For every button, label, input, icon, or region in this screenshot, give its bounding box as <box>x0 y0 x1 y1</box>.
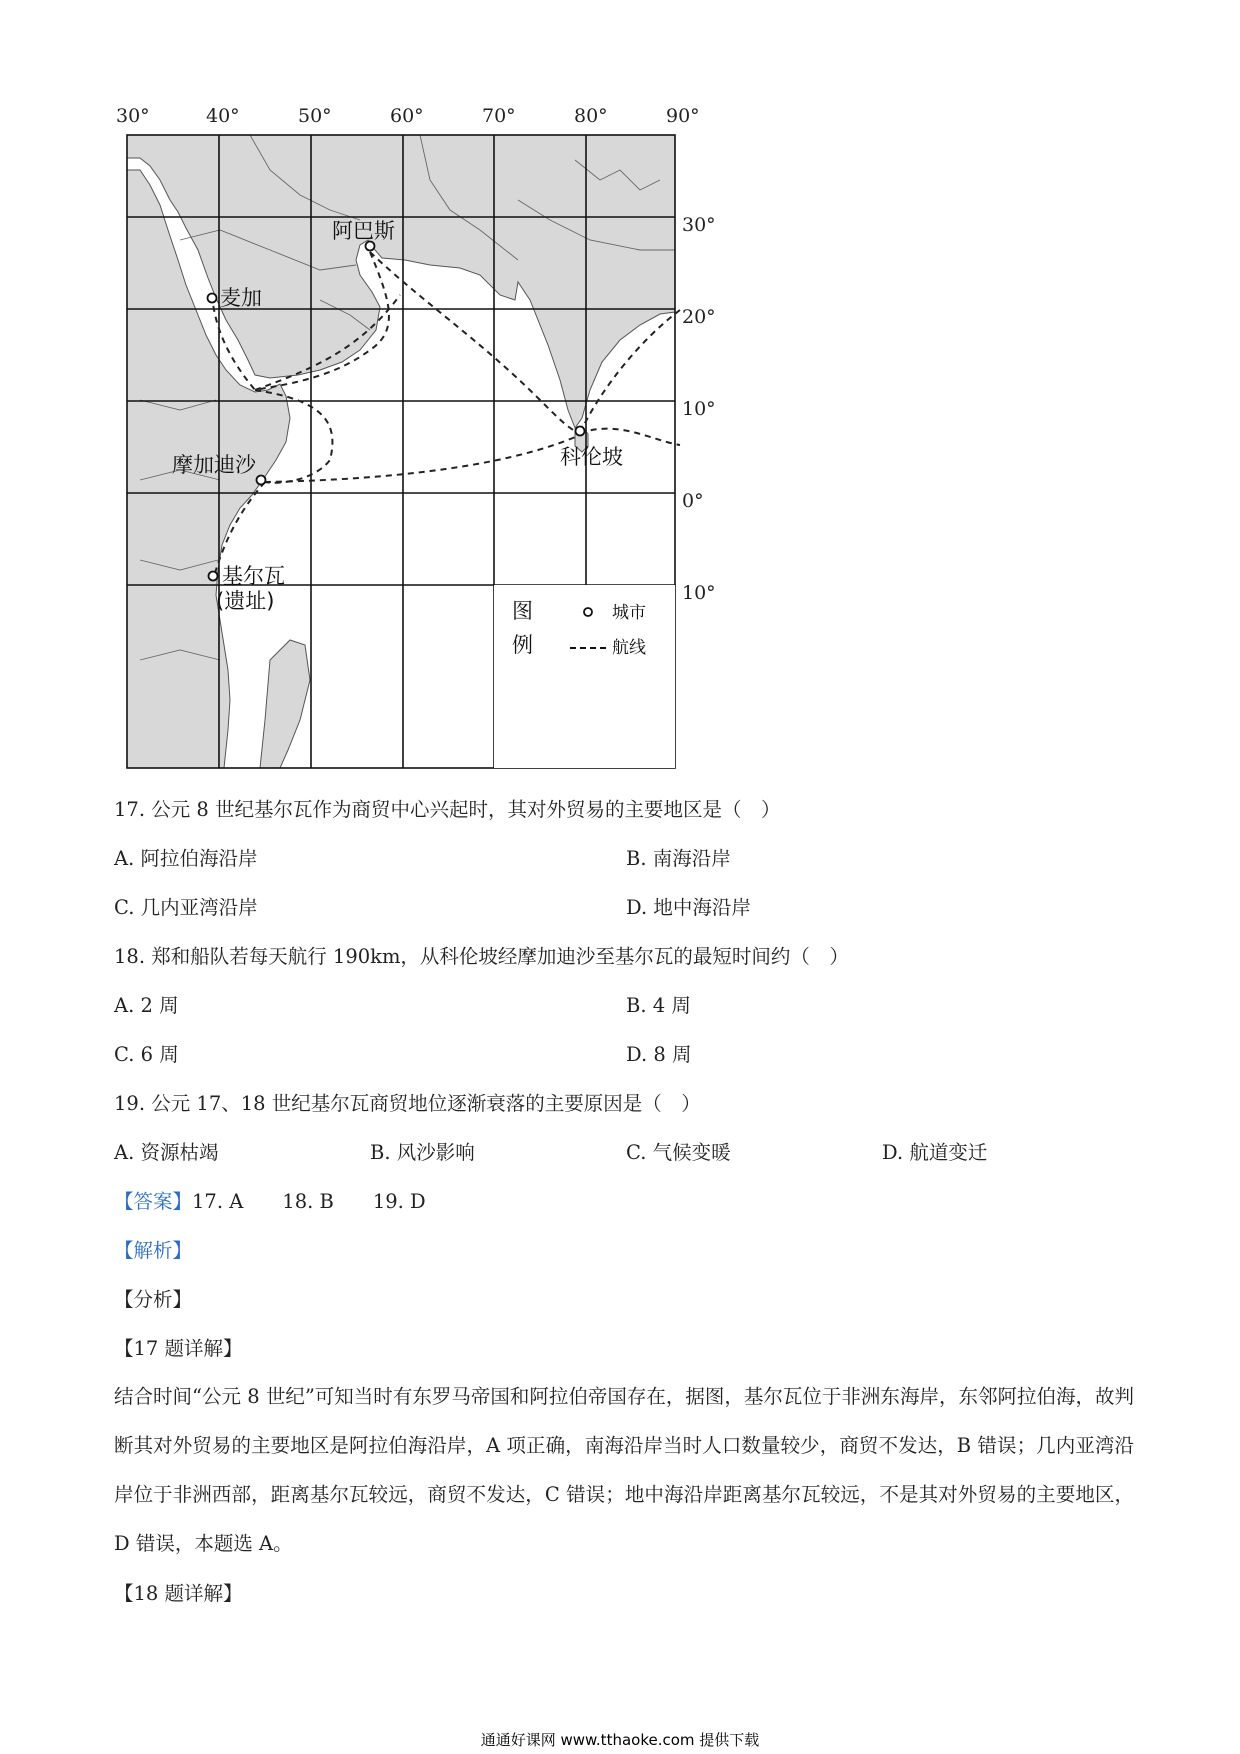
q17-option-d: D. 地中海沿岸 <box>626 896 751 919</box>
legend-city-label: 城市 <box>612 603 646 623</box>
q17-option-a: A. 阿拉伯海沿岸 <box>114 847 258 870</box>
detail-17-text: 结合时间“公元 8 世纪”可知当时有东罗马帝国和阿拉伯帝国存在，据图，基尔瓦位于非洲东海岸，东邻阿拉伯海，故判断其对外贸易的主要地区是阿拉伯海沿岸，A 项正确，南海沿岸当时人口数量较少，商贸不发达，B 错误；几内亚湾沿岸位于非洲西部，距离基尔瓦较远，商贸不发达，C 错误；地中海沿岸距离基尔瓦较远，不是其对外贸易的主要地区，D 错误，本题选 A。 <box>114 1385 1134 1555</box>
city-kilwa-label: 基尔瓦 <box>222 564 285 588</box>
question-18-stem: 18. 郑和船队若每天航行 190km，从科伦坡经摩加迪沙至基尔瓦的最短时间约（ ） <box>114 945 849 968</box>
q18-option-c: C. 6 周 <box>114 1043 179 1066</box>
q19-option-a: A. 资源枯竭 <box>114 1141 219 1164</box>
q17-option-b: B. 南海沿岸 <box>626 847 731 870</box>
q18-option-a: A. 2 周 <box>114 994 179 1017</box>
q18-option-b: B. 4 周 <box>626 994 691 1017</box>
q19-option-d: D. 航道变迁 <box>882 1141 988 1164</box>
answer-label: 【答案】 <box>114 1190 193 1213</box>
city-mogadishu-marker <box>257 476 266 485</box>
q18-option-d: D. 8 周 <box>626 1043 692 1066</box>
longitude-labels <box>116 105 700 127</box>
city-kilwa-marker <box>209 572 218 581</box>
lat-label-10n: 10° <box>682 398 716 420</box>
legend-title-1: 图 <box>512 599 533 623</box>
city-kilwa-note: (遗址) <box>216 589 275 613</box>
lon-label-40: 40° <box>206 105 240 127</box>
fenxi-label: 【分析】 <box>114 1288 193 1311</box>
lon-label-70: 70° <box>482 105 516 127</box>
legend <box>494 585 675 768</box>
answer-text: 17. A 18. B 19. D <box>192 1190 426 1213</box>
q19-option-b: B. 风沙影响 <box>370 1141 475 1164</box>
lat-label-30n: 30° <box>682 214 716 236</box>
legend-title-2: 例 <box>512 633 533 657</box>
latitude-labels <box>682 214 716 604</box>
city-mecca-label: 麦加 <box>220 286 262 310</box>
legend-route-label: 航线 <box>612 638 646 658</box>
map-area <box>127 135 680 768</box>
q19-option-c: C. 气候变暖 <box>626 1141 731 1164</box>
detail-18-label: 【18 题详解】 <box>114 1582 243 1605</box>
q17-option-c: C. 几内亚湾沿岸 <box>114 896 258 919</box>
city-colombo-marker <box>576 427 585 436</box>
legend-city-marker <box>584 608 592 616</box>
question-17-stem: 17. 公元 8 世纪基尔瓦作为商贸中心兴起时，其对外贸易的主要地区是（ ） <box>114 798 781 821</box>
lat-label-10s: 10° <box>682 582 716 604</box>
page-footer: 通通好课网 www.tthaoke.com 提供下载 <box>480 1731 760 1749</box>
lon-label-50: 50° <box>298 105 332 127</box>
lon-label-80: 80° <box>574 105 608 127</box>
city-abbas-label: 阿巴斯 <box>332 219 395 243</box>
lat-label-0: 0° <box>682 490 704 512</box>
analysis-label: 【解析】 <box>114 1239 193 1262</box>
city-colombo-label: 科伦坡 <box>560 445 623 469</box>
lat-label-20n: 20° <box>682 306 716 328</box>
lon-label-30: 30° <box>116 105 150 127</box>
route-map <box>116 100 820 770</box>
answer-line <box>114 1189 426 1215</box>
city-mecca-marker <box>208 294 217 303</box>
lon-label-60: 60° <box>390 105 424 127</box>
lon-label-90: 90° <box>666 105 700 127</box>
detail-17-label: 【17 题详解】 <box>114 1337 243 1360</box>
city-mogadishu-label: 摩加迪沙 <box>172 453 256 477</box>
question-19-stem: 19. 公元 17、18 世纪基尔瓦商贸地位逐渐衰落的主要原因是（ ） <box>114 1092 701 1115</box>
